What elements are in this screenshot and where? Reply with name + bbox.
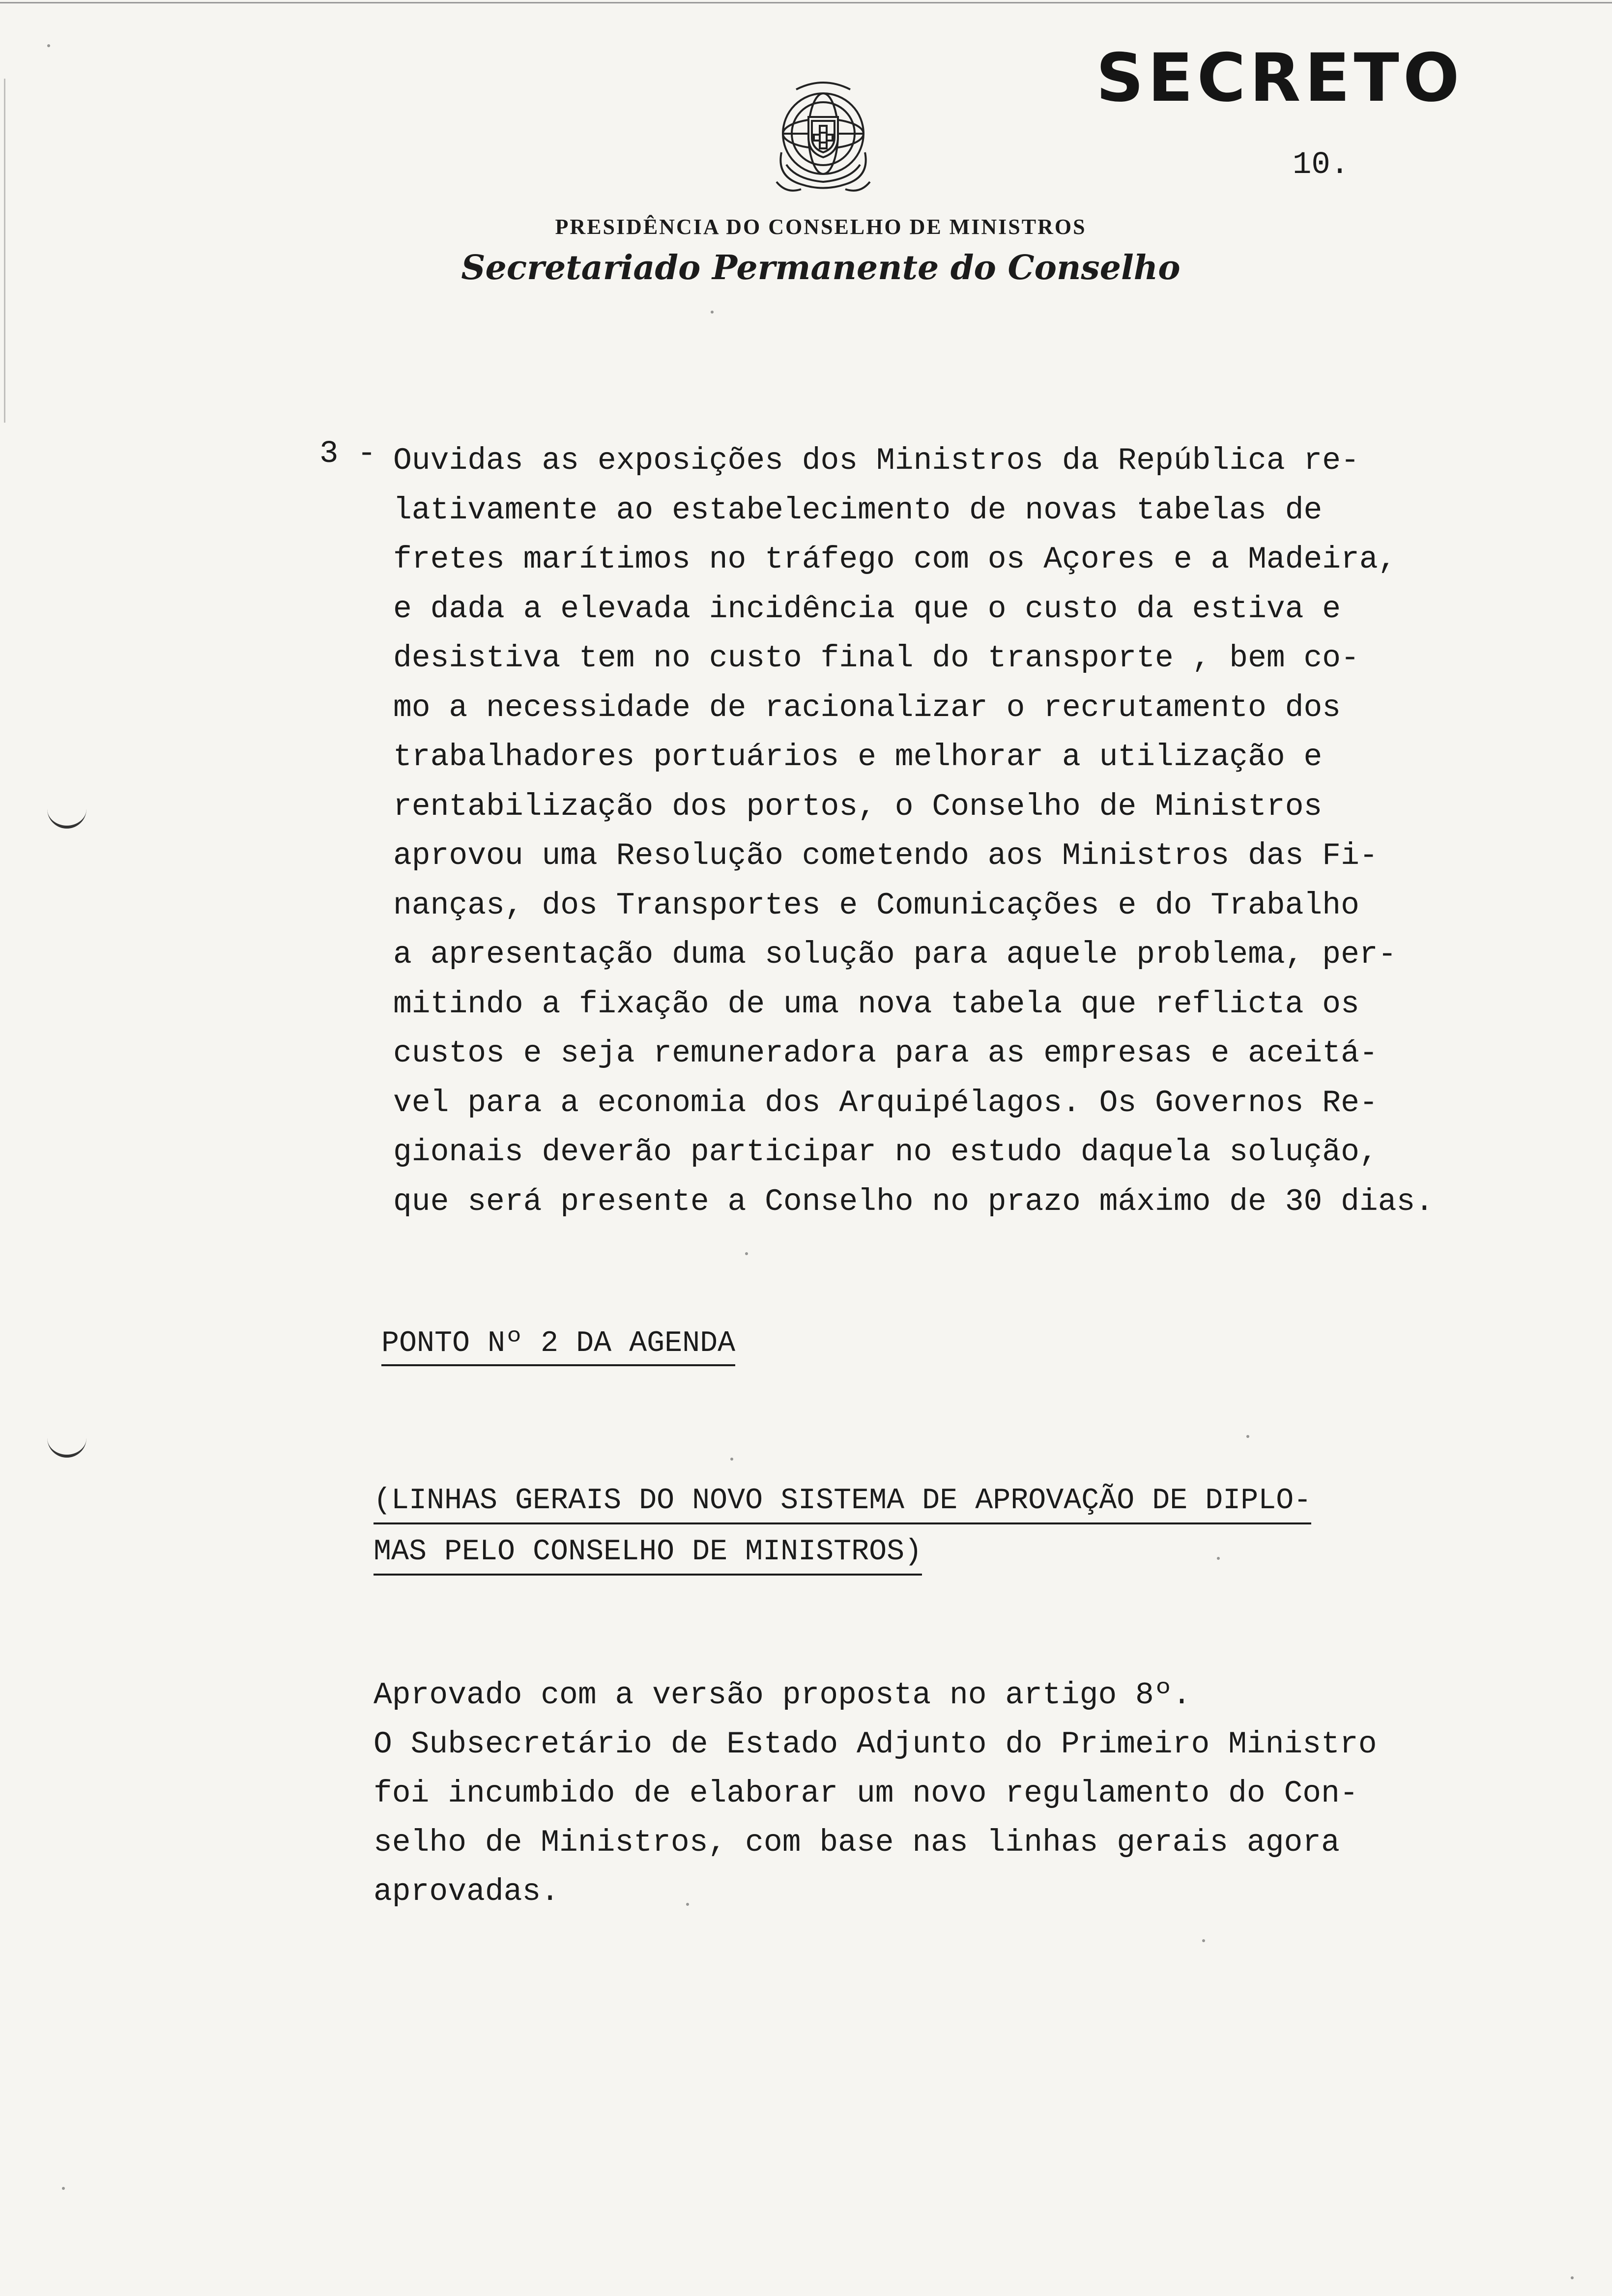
scan-speck: [1246, 1435, 1249, 1438]
paragraph-line: e dada a elevada incidência que o custo da estiva e: [393, 591, 1341, 627]
paragraph-line: gionais deverão participar no estudo daquela solução,: [393, 1135, 1378, 1170]
item-3-paragraph: [393, 436, 1494, 1227]
page-number: 10.: [1293, 147, 1350, 183]
scan-speck: [1202, 1939, 1205, 1942]
paragraph-line: vel para a economia dos Arquipélagos. Os Governos Re-: [393, 1085, 1378, 1120]
agenda-heading: PONTO Nº 2 DA AGENDA: [381, 1327, 735, 1366]
margin-check-mark: [47, 806, 86, 829]
margin-check-mark: [47, 1435, 86, 1458]
scan-speck: [1217, 1557, 1220, 1560]
paragraph-line: nanças, dos Transportes e Comunicações e do Trabalho: [393, 888, 1359, 923]
decision-line: Aprovado com a versão proposta no artigo 8º.: [374, 1678, 1191, 1713]
decision-line: aprovadas.: [374, 1874, 560, 1909]
paragraph-line: fretes marítimos no tráfego com os Açores e a Madeira,: [393, 542, 1397, 577]
paragraph-line: a apresentação duma solução para aquele problema, per-: [393, 937, 1397, 972]
institution-name: PRESIDÊNCIA DO CONSELHO DE MINISTROS: [555, 215, 1087, 239]
paragraph-line: desistiva tem no custo final do transporte , bem co-: [393, 641, 1359, 676]
scan-speck: [47, 44, 50, 47]
portuguese-coat-of-arms-icon: [767, 79, 880, 197]
secretariat-name: Secretariado Permanente do Conselho: [461, 248, 1180, 287]
top-border-rule: [0, 2, 1612, 3]
decision-line: selho de Ministros, com base nas linhas gerais agora: [374, 1825, 1340, 1860]
item-number: 3 -: [319, 436, 376, 472]
decision-line: foi incumbido de elaborar um novo regulamento do Con-: [374, 1776, 1358, 1811]
subtitle-line: MAS PELO CONSELHO DE MINISTROS): [374, 1530, 922, 1576]
scan-speck: [1571, 2276, 1574, 2279]
paragraph-line: custos e seja remuneradora para as empresas e aceitá-: [393, 1036, 1378, 1071]
paragraph-line: aprovou uma Resolução cometendo aos Ministros das Fi-: [393, 838, 1378, 873]
agenda-subtitle: [374, 1479, 1311, 1581]
decision-line: O Subsecretário de Estado Adjunto do Primeiro Ministro: [374, 1727, 1377, 1762]
scan-speck: [745, 1252, 748, 1255]
paragraph-line: mo a necessidade de racionalizar o recrutamento dos: [393, 690, 1341, 725]
scan-speck: [62, 2187, 65, 2190]
paragraph-line: que será presente a Conselho no prazo máximo de 30 dias.: [393, 1184, 1434, 1219]
classification-stamp: SECRETO: [1096, 39, 1464, 116]
scan-speck: [686, 1903, 689, 1906]
paragraph-line: mitindo a fixação de uma nova tabela que reflicta os: [393, 986, 1359, 1022]
subtitle-line: (LINHAS GERAIS DO NOVO SISTEMA DE APROVAÇÃO DE DIPLO-: [374, 1479, 1311, 1524]
paragraph-line: Ouvidas as exposições dos Ministros da República re-: [393, 443, 1359, 478]
paragraph-line: lativamente ao estabelecimento de novas tabelas de: [393, 492, 1323, 528]
scan-speck: [730, 1458, 733, 1461]
paragraph-line: trabalhadores portuários e melhorar a utilização e: [393, 740, 1323, 775]
scan-speck: [711, 311, 714, 314]
decision-paragraph: [374, 1671, 1504, 1917]
paragraph-line: rentabilização dos portos, o Conselho de Ministros: [393, 789, 1323, 824]
